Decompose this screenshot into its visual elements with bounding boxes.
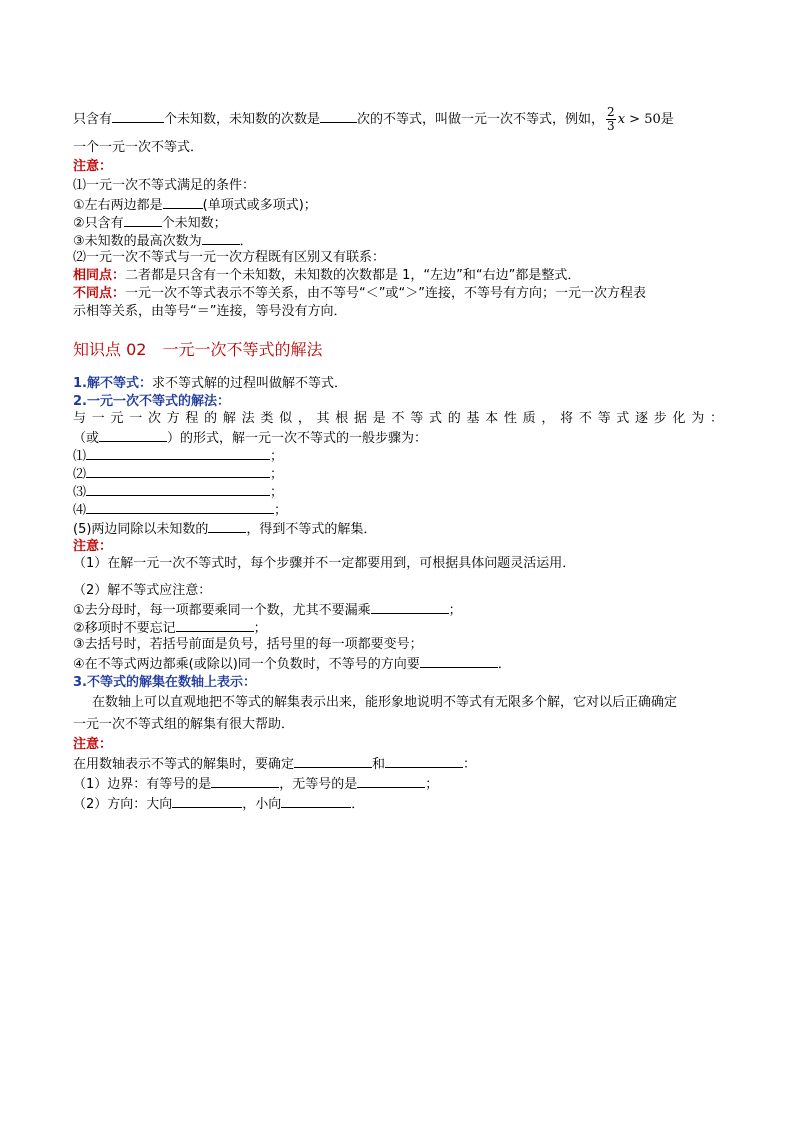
- fill-blank: [281, 794, 351, 808]
- text: （1）边界：有等号的是: [73, 777, 212, 792]
- step-number: ⑷: [73, 503, 87, 518]
- text: ．: [239, 234, 253, 249]
- note-heading: 注意：: [73, 159, 113, 174]
- text: ）的形式，解一元一次不等式的一般步骤为：: [167, 431, 428, 446]
- text: ①去分母时，每一项都要乘同一个数，尤其不要漏乘: [73, 603, 371, 618]
- fill-blank: [112, 109, 164, 123]
- text: ①左右两边都是: [73, 198, 163, 213]
- note-sub-4: [73, 654, 511, 674]
- text: ．: [497, 657, 511, 672]
- diff-points-cont: 示相等关系，由等号“＝”连接，等号没有方向．: [73, 304, 347, 319]
- text: （或: [73, 431, 100, 446]
- axis-note: [73, 754, 476, 774]
- step-1: [73, 446, 283, 466]
- same-points: [73, 267, 580, 285]
- condition-1: [73, 195, 317, 215]
- fill-blank: [208, 519, 246, 533]
- text: ；: [274, 503, 288, 518]
- method-text-cont: [73, 428, 427, 448]
- text: ：: [463, 757, 477, 772]
- fill-blank: [385, 754, 463, 768]
- label: 相同点：: [73, 268, 126, 283]
- text: 在用数轴表示不等式的解集时，要确定: [73, 757, 295, 772]
- fill-blank: [294, 754, 372, 768]
- text: 只含有: [73, 112, 113, 127]
- text: 次的不等式，叫做一元一次不等式，例如，: [357, 112, 605, 127]
- text: 和: [372, 757, 386, 772]
- note-sub-3: ③去括号时，若括号前面是负号，括号里的每一项都要变号；: [73, 637, 423, 652]
- text: ；: [270, 467, 284, 482]
- math-variable: x: [617, 112, 626, 127]
- text: ②只含有: [73, 216, 124, 231]
- text: （2）方向：大向: [73, 797, 173, 812]
- fill-blank: [202, 231, 240, 245]
- step-number: ⑶: [73, 485, 87, 500]
- step-5: [73, 519, 376, 539]
- fill-blank: [211, 774, 279, 788]
- note-heading: 注意：: [73, 539, 113, 554]
- step-number: ⑵: [73, 467, 87, 482]
- fill-blank: [420, 654, 498, 668]
- section-title: 知识点 02 一元一次不等式的解法: [73, 340, 323, 359]
- label: 1.解不等式：: [73, 376, 152, 391]
- step-2: [73, 464, 283, 484]
- fill-blank: [357, 774, 425, 788]
- fill-blank: [86, 500, 274, 514]
- definition-line-cont: 一个一元一次不等式．: [73, 140, 204, 155]
- text: 个未知数，未知数的次数是: [164, 112, 321, 127]
- definition-line: [73, 106, 674, 133]
- step-3: [73, 482, 283, 502]
- text: 求不等式解的过程叫做解不等式．: [151, 376, 347, 391]
- number-line-text: 在数轴上可以直观地把不等式的解集表示出来，能形象地说明不等式有无限多个解，它对以后正确确定: [92, 695, 678, 710]
- note-item: ⑴一元一次不等式满足的条件：: [73, 178, 256, 193]
- text: (5)两边同除以未知数的: [73, 522, 209, 537]
- text: ，小向: [242, 797, 282, 812]
- condition-2: [73, 213, 227, 233]
- note-heading: 注意：: [73, 737, 113, 752]
- diff-points: [73, 285, 646, 303]
- fill-blank: [163, 195, 203, 209]
- fill-blank: [371, 600, 449, 614]
- number-line-text-cont: 一元一次不等式组的解集有很大帮助．: [73, 717, 295, 732]
- text: 二者都是只含有一个未知数，未知数的次数都是 1，“左边”和“右边”都是整式．: [125, 268, 581, 283]
- text: ③未知数的最高次数为: [73, 234, 202, 249]
- text: ．: [351, 797, 365, 812]
- text: ；: [270, 449, 284, 464]
- step-number: ⑴: [73, 449, 87, 464]
- text: ；: [448, 603, 462, 618]
- fill-blank: [86, 446, 270, 460]
- fill-blank: [124, 213, 162, 227]
- text: (单项式或多项式)；: [202, 198, 317, 213]
- text: ；: [425, 777, 439, 792]
- math-relation: > 50: [625, 112, 661, 127]
- fraction-numerator: 2: [607, 105, 615, 119]
- text: 是: [660, 112, 674, 127]
- note-sub-1: [73, 600, 462, 620]
- text: 一元一次不等式表示不等关系，由不等号“＜”或“＞”连接，不等号有方向；一元一次方程表: [125, 286, 646, 301]
- text: ，得到不等式的解集．: [246, 522, 377, 537]
- note-item: （1）在解一元一次不等式时，每个步骤并不一定都要用到，可根据具体问题灵活运用．: [73, 556, 576, 571]
- solve-definition: [73, 375, 347, 393]
- fraction: [606, 106, 616, 133]
- fill-blank: [320, 109, 357, 123]
- boundary-note: [73, 774, 438, 794]
- number-line-heading: 3.不等式的解集在数轴上表示：: [73, 675, 256, 690]
- text: ④在不等式两边都乘(或除以)同一个负数时，不等号的方向要: [73, 657, 420, 672]
- text: ；: [270, 485, 284, 500]
- direction-note: [73, 794, 364, 814]
- text: ，无等号的是: [279, 777, 358, 792]
- fill-blank: [86, 482, 270, 496]
- fill-blank: [172, 794, 242, 808]
- method-text: 与一元一次方程的解法类似，其根据是不等式的基本性质，将不等式逐步化为：: [73, 411, 723, 426]
- note-item: （2）解不等式应注意：: [73, 583, 212, 598]
- method-heading: 2.一元一次不等式的解法：: [73, 394, 230, 409]
- text: ；: [253, 621, 267, 636]
- label: 不同点：: [73, 286, 126, 301]
- note-item: ⑵一元一次不等式与一元一次方程既有区别又有联系：: [73, 250, 386, 265]
- step-4: [73, 500, 287, 520]
- condition-3: [73, 231, 253, 251]
- fill-blank: [86, 464, 270, 478]
- text: 个未知数；: [161, 216, 227, 231]
- note-sub-2: [73, 618, 267, 638]
- fill-blank: [99, 428, 167, 442]
- fill-blank: [176, 618, 254, 632]
- text: ②移项时不要忘记: [73, 621, 176, 636]
- fraction-denominator: 3: [607, 119, 615, 133]
